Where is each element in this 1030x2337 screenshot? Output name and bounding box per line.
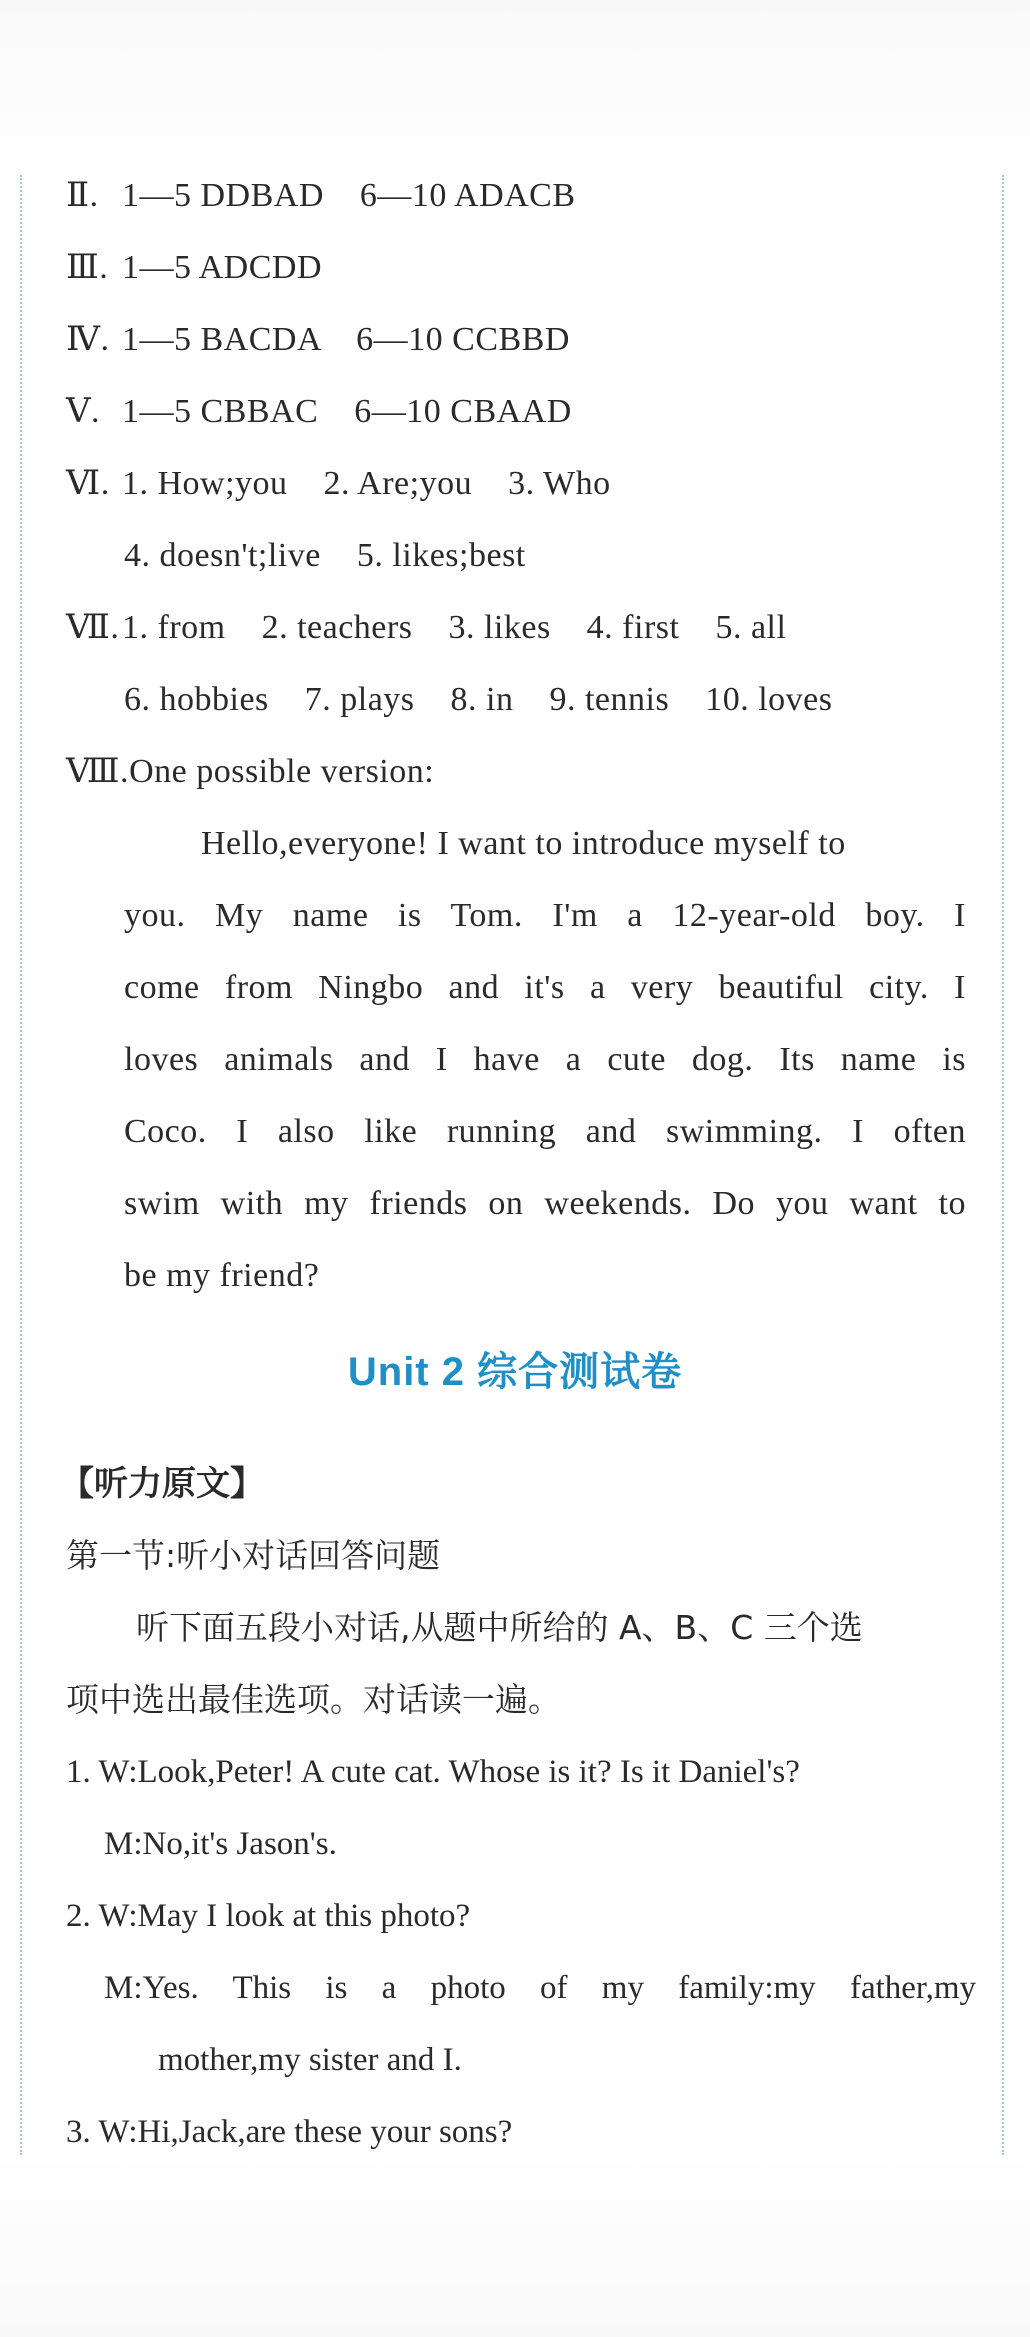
listening-transcript (60, 1448, 976, 2168)
instruction-line: 听下面五段小对话,从题中所给的 A、B、C 三个选 (136, 1608, 863, 1647)
essay-line: you. My name is Tom. I'm a 12-year-old boy. I (124, 897, 966, 934)
dialogue-line: mother,my sister and I. (158, 2042, 462, 2078)
answer-line (66, 232, 966, 304)
section-numeral: Ⅷ. (66, 753, 130, 790)
dialogue-line: 2. W:May I look at this photo? (66, 1898, 471, 1934)
instruction-line: 项中选出最佳选项。对话读一遍。 (66, 1680, 561, 1719)
answer-text: 4. doesn't;live 5. likes;best (124, 537, 526, 574)
dialogue-text: M:Yes. This is a photo of my family:my father,my (104, 1970, 976, 2006)
answer-line (66, 160, 966, 232)
answer-line (66, 592, 966, 664)
answer-line (66, 736, 966, 808)
section-numeral: Ⅴ. (66, 393, 101, 430)
dialogue-line: 1. W:Look,Peter! A cute cat. Whose is it? Is it Daniel's? (66, 1754, 800, 1790)
answer-line (66, 304, 966, 376)
section-numeral: Ⅵ. (66, 465, 110, 502)
section-numeral: Ⅶ. (66, 609, 120, 646)
essay-line: loves animals and I have a cute dog. Its name is (124, 1041, 966, 1078)
left-decorative-border (20, 175, 28, 2155)
dialogue-line: 3. W:Hi,Jack,are these your sons? (66, 2114, 513, 2150)
essay-line: swim with my friends on weekends. Do you want to (124, 1185, 966, 1222)
section-numeral: Ⅲ. (66, 249, 109, 286)
answer-line (66, 376, 966, 448)
answer-text: 1—5 BACDA 6—10 CCBBD (122, 321, 570, 358)
answer-text: 1—5 CBBAC 6—10 CBAAD (122, 393, 572, 430)
right-decorative-border (1002, 175, 1010, 2155)
answer-text: 1. from 2. teachers 3. likes 4. first 5. all (122, 609, 787, 646)
answer-text: 1—5 DDBAD 6—10 ADACB (122, 177, 576, 214)
answer-line (66, 448, 966, 520)
answer-text: One possible version: (129, 753, 435, 790)
unit-title: Unit 2 综合测试卷 (347, 1350, 683, 1394)
dialogue-line: M:No,it's Jason's. (104, 1826, 337, 1862)
section-numeral: Ⅱ. (66, 177, 99, 214)
answer-key (66, 160, 966, 1312)
transcript-heading: 【听力原文】 (60, 1464, 264, 1504)
essay-line: Coco. I also like running and swimming. I often (124, 1113, 966, 1150)
essay-line: Hello,everyone! I want to introduce myself to (201, 825, 846, 862)
answer-line (66, 664, 966, 736)
essay-line: be my friend? (124, 1257, 320, 1294)
dialogue-line (66, 1952, 976, 2024)
section-numeral: Ⅳ. (66, 321, 110, 358)
essay-line: come from Ningbo and it's a very beautiful city. I (124, 969, 966, 1006)
answer-text: 6. hobbies 7. plays 8. in 9. tennis 10. loves (124, 681, 833, 718)
sample-essay (66, 808, 966, 1312)
answer-text: 1—5 ADCDD (122, 249, 323, 286)
section-title: 第一节:听小对话回答问题 (66, 1536, 441, 1575)
answer-text: 1. How;you 2. Are;you 3. Who (122, 465, 611, 502)
answer-line (66, 520, 966, 592)
